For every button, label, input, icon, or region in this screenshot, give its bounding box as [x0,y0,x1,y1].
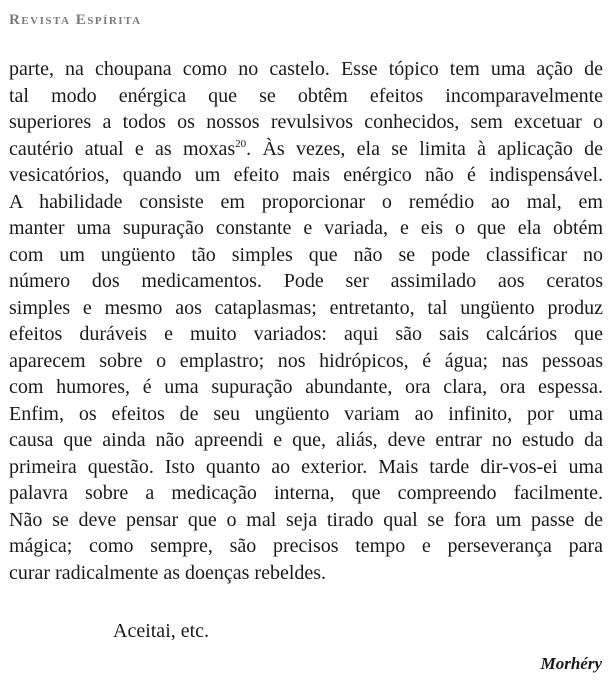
text-line: manter uma supuração constante e variada, e eis o que ela obtém [9,217,603,239]
text-line: simples e mesmo aos cataplasmas; entretanto, tal ungüento produz [9,296,603,319]
text-line: com humores, é uma supuração abundante, ora clara, ora espessa. [9,376,603,398]
text-line: curar radicalmente as doenças rebeldes. [9,561,327,584]
text-line: parte, na choupana como no castelo. Esse tópico tem uma ação de [9,58,603,80]
text-line: superiores a todos os nossos revulsivos conhecidos, sem excetuar o [9,111,603,133]
text-line: Enfim, os efeitos de seu ungüento variam ao infinito, por uma [9,402,603,425]
text-line: aparecem sobre o emplastro; nos hidrópicos, é água; nas pessoas [9,349,603,372]
text-line: efeitos duráveis e muito variados: aqui são sais calcários que [9,323,603,345]
running-header: Revista Espírita [9,12,142,28]
text-line: A habilidade consiste em proporcionar o remédio ao mal, em [9,190,603,213]
text-line: número dos medicamentos. Pode ser assimilado aos ceratos [9,270,603,292]
text-line: tal modo enérgica que se obtêm efeitos incomparavelmente [9,84,603,107]
text-line: com um ungüento tão simples que não se pode classificar no [9,243,603,266]
text-line: cautério atual e as moxas$^{20}$. Às vezes, ela se limita à aplicação de [9,137,603,160]
body-paragraph [9,56,603,586]
footnote-marker[interactable]: 20 [235,137,247,150]
text-line: causa que ainda não apreendi e que, aliás, deve entrar no estudo da [9,429,603,451]
text-line: mágica; como sempre, são precisos tempo e perseverança para [9,535,603,557]
signature: Morhéry [540,654,602,673]
text-line: Não se deve pensar que o mal seja tirado qual se fora um passe de [9,508,603,531]
text-line: palavra sobre a medicação interna, que compreendo facilmente. [9,482,603,504]
closing-formula: Aceitai, etc. [113,620,210,642]
text-line: vesicatórios, quando um efeito mais enérgico não é indispensável. [9,164,603,186]
text-line: primeira questão. Isto quanto ao exterior. Mais tarde dir-vos-ei uma [9,455,603,478]
